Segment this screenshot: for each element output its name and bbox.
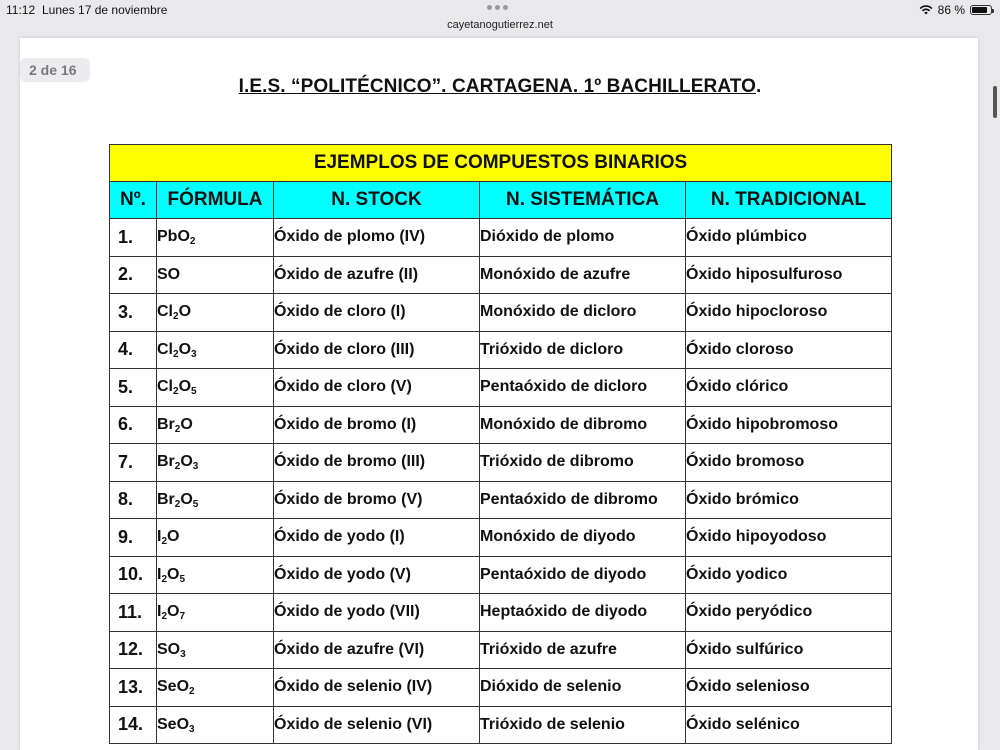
formula-subscript: 5 <box>191 386 197 398</box>
formula-element: Pb <box>157 228 178 246</box>
formula-subscript: 3 <box>189 723 195 735</box>
formula-cell <box>157 706 274 744</box>
systematic-name-cell: Trióxido de azufre <box>480 631 686 669</box>
formula-cell <box>157 256 274 294</box>
stock-name-cell: Óxido de bromo (I) <box>274 406 480 444</box>
formula-subscript: 3 <box>191 348 197 360</box>
traditional-name-cell: Óxido selenioso <box>686 669 892 707</box>
formula-element: O <box>167 528 180 546</box>
formula-element: I <box>157 528 162 546</box>
formula-element: Cl <box>157 378 173 396</box>
stock-name-cell: Óxido de yodo (V) <box>274 556 480 594</box>
formula-element: O <box>167 603 180 621</box>
table-row <box>110 369 892 407</box>
formula-element: O <box>178 378 192 396</box>
row-number: 12. <box>110 631 157 669</box>
systematic-name-cell: Monóxido de diyodo <box>480 519 686 557</box>
stock-name-cell: Óxido de yodo (I) <box>274 519 480 557</box>
table-row <box>110 556 892 594</box>
table-caption: EJEMPLOS DE COMPUESTOS BINARIOS <box>110 145 892 182</box>
status-time: 11:12 <box>6 3 36 17</box>
traditional-name-cell: Óxido brómico <box>686 481 892 519</box>
col-header-systematic: N. SISTEMÁTICA <box>480 182 686 219</box>
formula-element: Br <box>157 415 175 433</box>
formula-subscript: 2 <box>173 311 179 323</box>
formula-cell <box>157 631 274 669</box>
traditional-name-cell: Óxido plúmbico <box>686 219 892 257</box>
url-bar[interactable] <box>0 14 1000 36</box>
stock-name-cell: Óxido de cloro (I) <box>274 294 480 332</box>
formula-subscript: 2 <box>173 348 179 360</box>
compounds-table <box>109 144 892 744</box>
row-number: 3. <box>110 294 157 332</box>
systematic-name-cell: Trióxido de dicloro <box>480 331 686 369</box>
systematic-name-cell: Pentaóxido de dibromo <box>480 481 686 519</box>
stock-name-cell: Óxido de cloro (III) <box>274 331 480 369</box>
formula-cell <box>157 406 274 444</box>
stock-name-cell: Óxido de plomo (IV) <box>274 219 480 257</box>
table-row <box>110 706 892 744</box>
row-number: 7. <box>110 444 157 482</box>
col-header-number: Nº. <box>110 182 157 219</box>
table-row <box>110 519 892 557</box>
systematic-name-cell: Trióxido de selenio <box>480 706 686 744</box>
traditional-name-cell: Óxido sulfúrico <box>686 631 892 669</box>
table-row <box>110 256 892 294</box>
formula-subscript: 2 <box>161 536 168 548</box>
row-number: 14. <box>110 706 157 744</box>
stock-name-cell: Óxido de cloro (V) <box>274 369 480 407</box>
formula-cell <box>157 294 274 332</box>
page-counter: 2 de 16 <box>20 58 90 82</box>
table-row <box>110 294 892 332</box>
stock-name-cell: Óxido de selenio (IV) <box>274 669 480 707</box>
formula-element: SO <box>157 265 181 283</box>
formula-element: I <box>157 565 162 583</box>
row-number: 9. <box>110 519 157 557</box>
systematic-name-cell: Heptaóxido de diyodo <box>480 594 686 632</box>
formula-cell <box>157 331 274 369</box>
battery-percentage: 86 % <box>937 3 965 17</box>
status-date: Lunes 17 de noviembre <box>42 3 168 17</box>
formula-subscript: 2 <box>161 611 168 623</box>
systematic-name-cell: Monóxido de dibromo <box>480 406 686 444</box>
formula-subscript: 2 <box>161 573 168 585</box>
col-header-stock: N. STOCK <box>274 182 480 219</box>
systematic-name-cell: Trióxido de dibromo <box>480 444 686 482</box>
document-title-period: . <box>755 76 762 97</box>
systematic-name-cell: Pentaóxido de diyodo <box>480 556 686 594</box>
table-row <box>110 631 892 669</box>
formula-subscript: 5 <box>192 498 199 510</box>
stock-name-cell: Óxido de azufre (II) <box>274 256 480 294</box>
traditional-name-cell: Óxido cloroso <box>686 331 892 369</box>
table-row <box>110 331 892 369</box>
traditional-name-cell: Óxido hipoyodoso <box>686 519 892 557</box>
formula-element: Cl <box>157 340 173 358</box>
formula-element: O <box>178 303 192 321</box>
traditional-name-cell: Óxido bromoso <box>686 444 892 482</box>
traditional-name-cell: Óxido hipobromoso <box>686 406 892 444</box>
formula-cell <box>157 594 274 632</box>
row-number: 1. <box>110 219 157 257</box>
formula-subscript: 2 <box>189 236 196 248</box>
formula-subscript: 5 <box>179 573 186 585</box>
row-number: 6. <box>110 406 157 444</box>
systematic-name-cell: Monóxido de azufre <box>480 256 686 294</box>
stock-name-cell: Óxido de azufre (VI) <box>274 631 480 669</box>
stock-name-cell: Óxido de bromo (III) <box>274 444 480 482</box>
row-number: 5. <box>110 369 157 407</box>
formula-element: O <box>180 453 193 471</box>
formula-cell <box>157 481 274 519</box>
formula-cell <box>157 669 274 707</box>
systematic-name-cell: Dióxido de plomo <box>480 219 686 257</box>
formula-element: I <box>157 603 162 621</box>
formula-subscript: 2 <box>173 386 179 398</box>
formula-element: O <box>167 565 180 583</box>
formula-element: Br <box>157 490 175 508</box>
multitasking-dots-icon[interactable] <box>487 5 508 10</box>
formula-subscript: 2 <box>174 461 181 473</box>
row-number: 11. <box>110 594 157 632</box>
formula-cell <box>157 519 274 557</box>
systematic-name-cell: Dióxido de selenio <box>480 669 686 707</box>
row-number: 2. <box>110 256 157 294</box>
traditional-name-cell: Óxido hipocloroso <box>686 294 892 332</box>
table-row <box>110 406 892 444</box>
formula-element: O <box>180 415 193 433</box>
url-text[interactable]: cayetanogutierrez.net <box>447 19 553 31</box>
row-number: 10. <box>110 556 157 594</box>
stock-name-cell: Óxido de selenio (VI) <box>274 706 480 744</box>
document-title <box>0 76 1000 98</box>
formula-cell <box>157 556 274 594</box>
systematic-name-cell: Monóxido de dicloro <box>480 294 686 332</box>
col-header-traditional: N. TRADICIONAL <box>686 182 892 219</box>
traditional-name-cell: Óxido hiposulfuroso <box>686 256 892 294</box>
formula-element: SO <box>157 640 181 658</box>
formula-subscript: 2 <box>174 498 181 510</box>
systematic-name-cell: Pentaóxido de dicloro <box>480 369 686 407</box>
traditional-name-cell: Óxido peryódico <box>686 594 892 632</box>
table-row <box>110 444 892 482</box>
row-number: 4. <box>110 331 157 369</box>
formula-subscript: 7 <box>179 611 186 623</box>
formula-element: Br <box>157 453 175 471</box>
formula-cell <box>157 219 274 257</box>
stock-name-cell: Óxido de bromo (V) <box>274 481 480 519</box>
traditional-name-cell: Óxido selénico <box>686 706 892 744</box>
formula-cell <box>157 369 274 407</box>
table-row <box>110 594 892 632</box>
traditional-name-cell: Óxido clórico <box>686 369 892 407</box>
traditional-name-cell: Óxido yodico <box>686 556 892 594</box>
formula-element: SeO <box>157 715 190 733</box>
formula-element: O <box>178 340 192 358</box>
stock-name-cell: Óxido de yodo (VII) <box>274 594 480 632</box>
formula-element: SeO <box>157 678 190 696</box>
formula-subscript: 2 <box>189 686 195 698</box>
table-row <box>110 219 892 257</box>
col-header-formula: FÓRMULA <box>157 182 274 219</box>
formula-subscript: 3 <box>180 648 186 660</box>
formula-element: O <box>180 490 193 508</box>
table-row <box>110 481 892 519</box>
row-number: 8. <box>110 481 157 519</box>
table-row <box>110 669 892 707</box>
formula-subscript: 2 <box>174 423 181 435</box>
formula-element: Cl <box>157 303 173 321</box>
document-title-text: I.E.S. “POLITÉCNICO”. CARTAGENA. 1º BACHILLERATO <box>238 76 756 97</box>
formula-subscript: 3 <box>192 461 199 473</box>
formula-cell <box>157 444 274 482</box>
formula-element: O <box>177 228 190 246</box>
row-number: 13. <box>110 669 157 707</box>
